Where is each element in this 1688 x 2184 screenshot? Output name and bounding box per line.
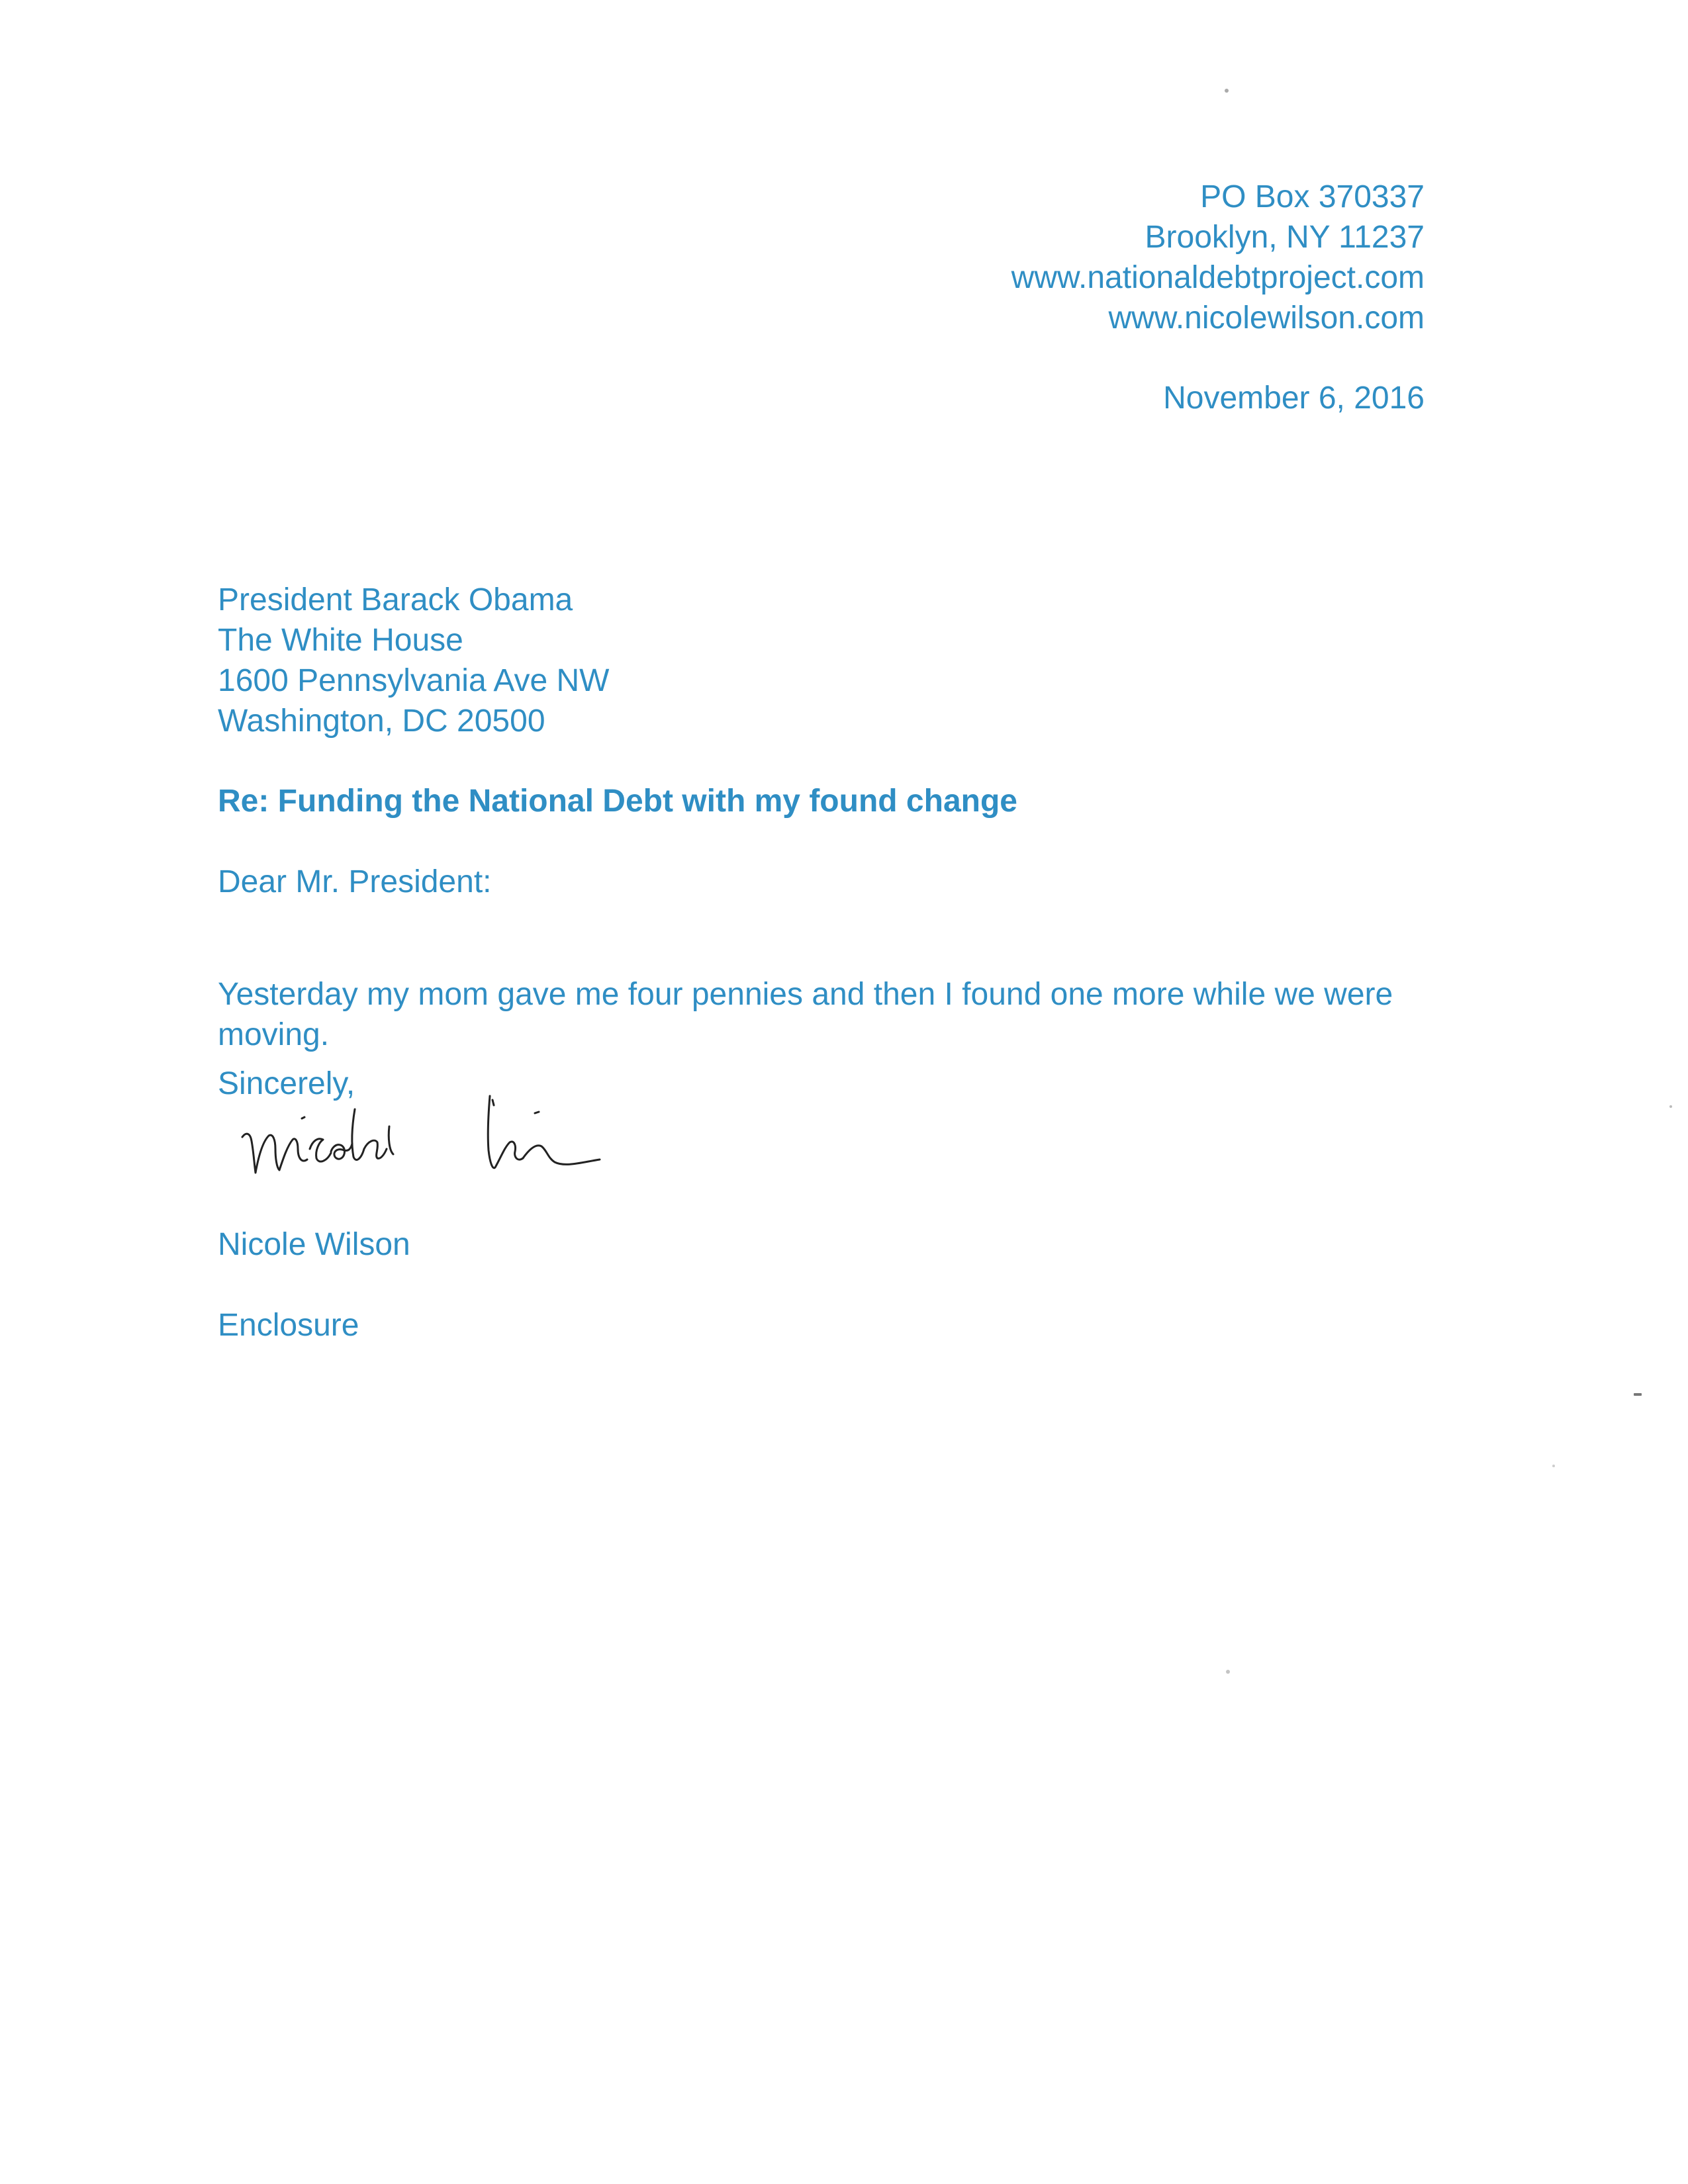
enclosure-note: Enclosure <box>218 1308 359 1343</box>
handwritten-signature <box>238 1085 622 1211</box>
sender-address-block <box>1011 177 1425 338</box>
sender-website-2: www.nicolewilson.com <box>1108 300 1425 336</box>
salutation: Dear Mr. President: <box>218 864 492 899</box>
recipient-address-block <box>218 580 609 741</box>
scan-speck <box>1669 1105 1672 1108</box>
letter-date: November 6, 2016 <box>1163 381 1425 416</box>
sender-address-line1: PO Box 370337 <box>1200 179 1425 214</box>
sender-address-line2: Brooklyn, NY 11237 <box>1145 220 1425 255</box>
signer-name: Nicole Wilson <box>218 1227 410 1262</box>
recipient-name: President Barack Obama <box>218 582 573 617</box>
subject-line: Re: Funding the National Debt with my found change <box>218 784 1017 819</box>
recipient-line2: 1600 Pennsylvania Ave NW <box>218 663 610 698</box>
body-paragraph: Yesterday my mom gave me four pennies and then I found one more while we were moving. <box>218 977 1393 1052</box>
recipient-line1: The White House <box>218 623 463 658</box>
scan-speck <box>1226 1670 1230 1674</box>
closing: Sincerely, <box>218 1066 355 1101</box>
recipient-line3: Washington, DC 20500 <box>218 704 545 739</box>
scan-speck <box>1552 1465 1555 1467</box>
scan-speck <box>1225 89 1229 93</box>
sender-website-1: www.nationaldebtproject.com <box>1011 260 1425 295</box>
scan-speck <box>1634 1393 1642 1396</box>
